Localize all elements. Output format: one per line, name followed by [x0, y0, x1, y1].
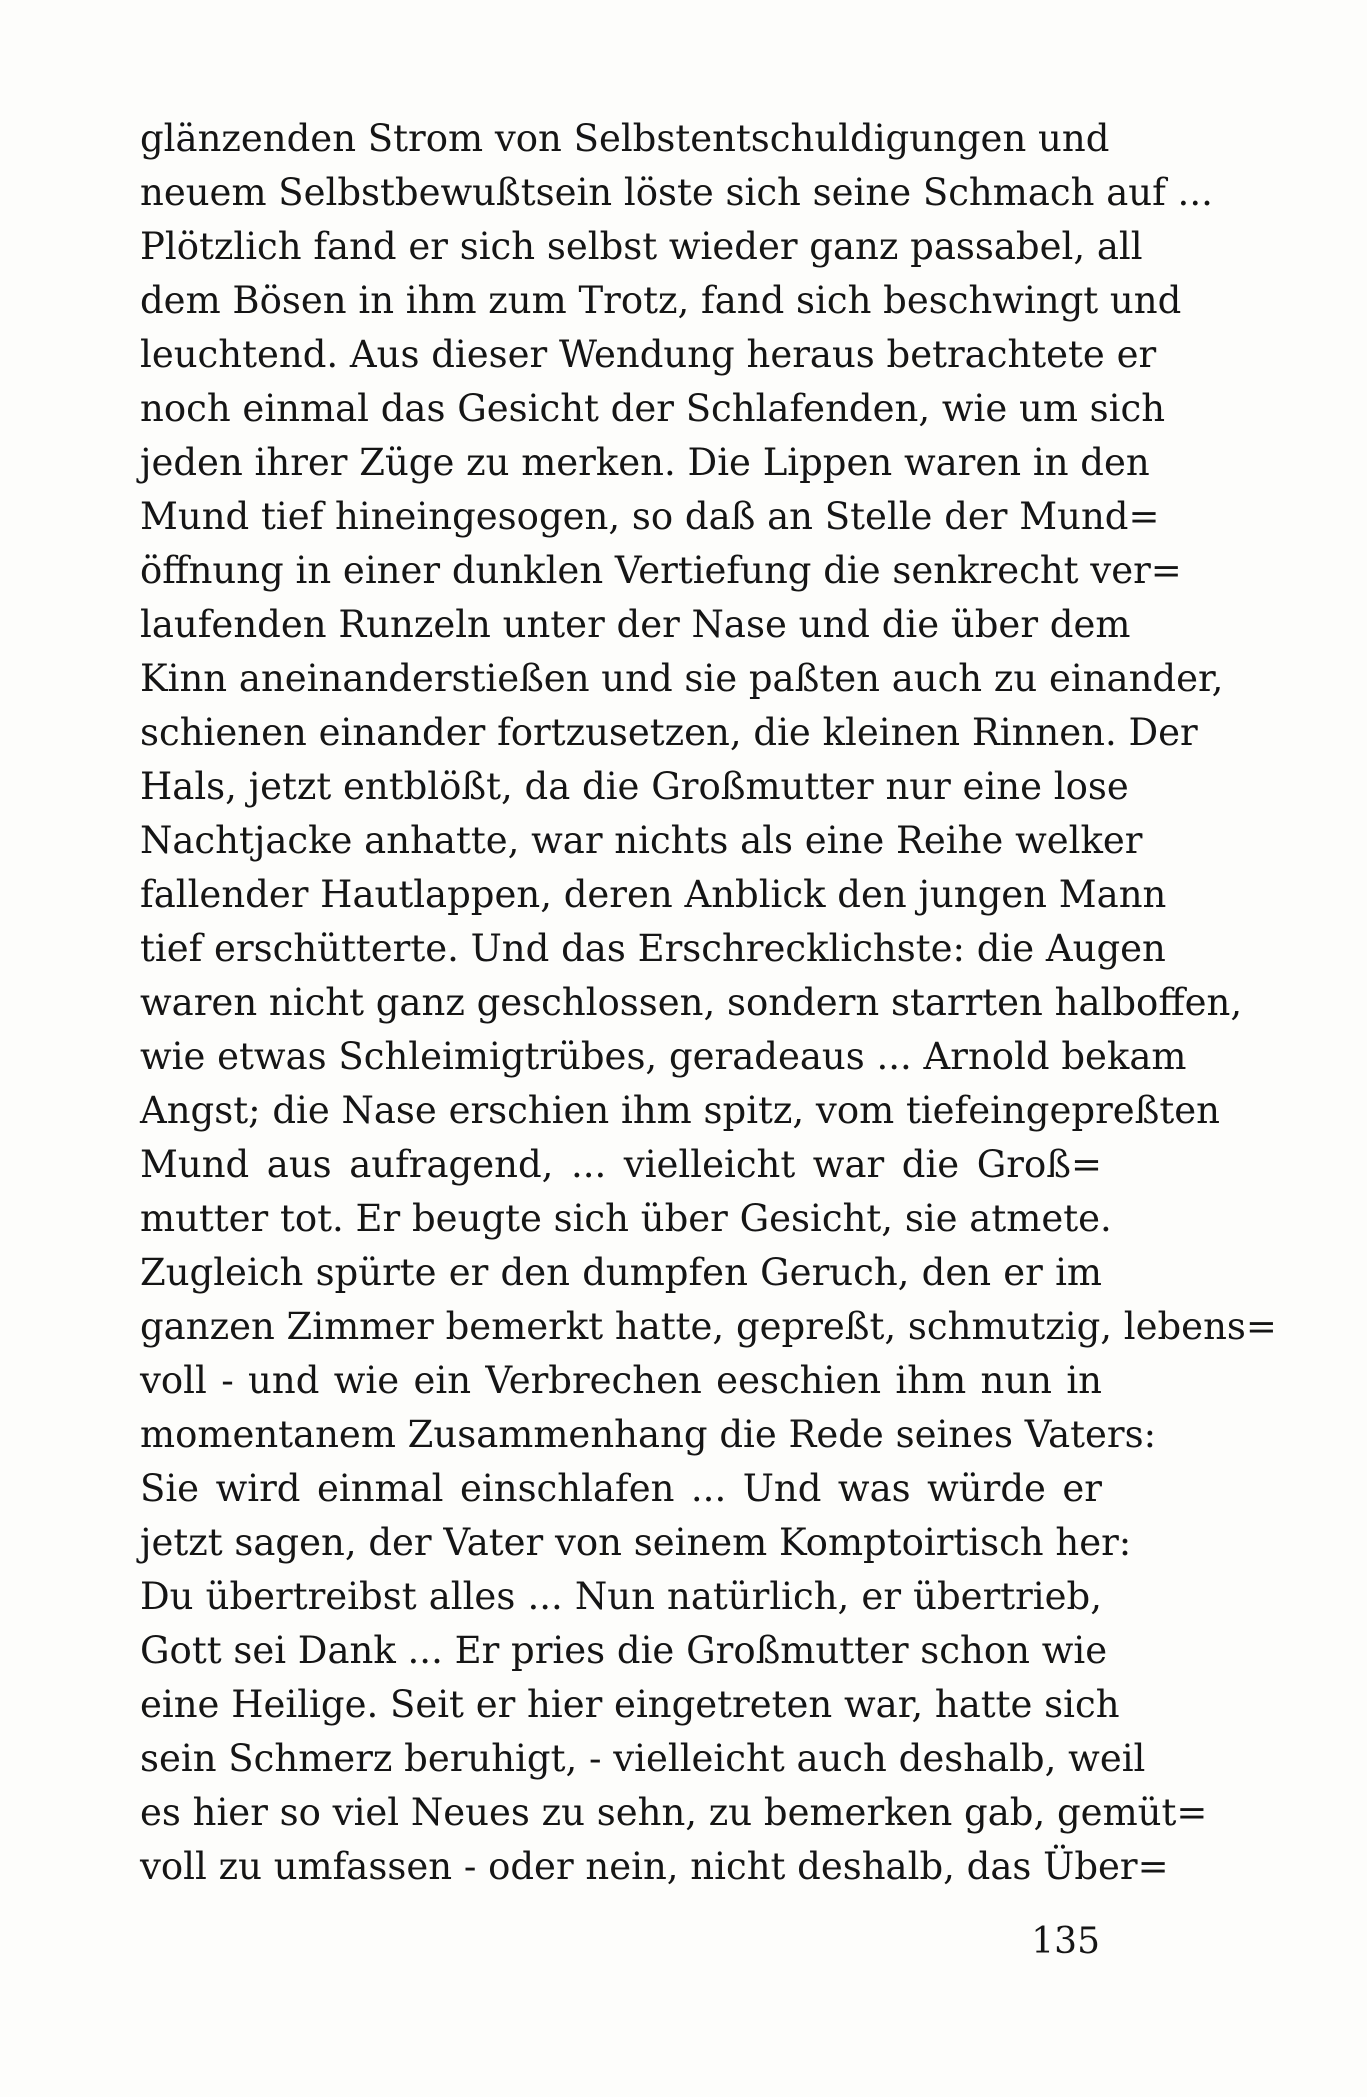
- text-line: Angst; die Nase erschien ihm spitz, vom tiefeingepreßten: [140, 1089, 1220, 1132]
- text-line: öffnung in einer dunklen Vertiefung die senkrecht ver=: [140, 549, 1182, 592]
- text-line: Zugleich spürte er den dumpfen Geruch, den er im: [140, 1251, 1102, 1294]
- text-line: sein Schmerz beruhigt, - vielleicht auch deshalb, weil: [140, 1737, 1146, 1780]
- text-line: Sie wird einmal einschlafen ... Und was würde er: [140, 1467, 1102, 1510]
- text-line: Mund aus aufragend, ... vielleicht war die Groß=: [140, 1143, 1102, 1186]
- text-line: tief erschütterte. Und das Erschrecklichste: die Augen: [140, 927, 1166, 970]
- text-line: leuchtend. Aus dieser Wendung heraus betrachtete er: [140, 333, 1157, 376]
- text-line: dem Bösen in ihm zum Trotz, fand sich beschwingt und: [140, 279, 1182, 322]
- body-text: [140, 112, 1277, 1894]
- text-line: voll - und wie ein Verbrechen eeschien ihm nun in: [140, 1359, 1102, 1402]
- text-line: glänzenden Strom von Selbstentschuldigungen und: [140, 117, 1110, 160]
- text-line: mutter tot. Er beugte sich über Gesicht, sie atmete.: [140, 1197, 1112, 1240]
- text-line: noch einmal das Gesicht der Schlafenden, wie um sich: [140, 387, 1166, 430]
- text-line: jetzt sagen, der Vater von seinem Komptoirtisch her:: [140, 1521, 1132, 1564]
- text-line: eine Heilige. Seit er hier eingetreten war, hatte sich: [140, 1683, 1120, 1726]
- text-line: ganzen Zimmer bemerkt hatte, gepreßt, schmutzig, lebens=: [140, 1305, 1277, 1348]
- text-line: Nachtjacke anhatte, war nichts als eine Reihe welker: [140, 819, 1143, 862]
- text-line: neuem Selbstbewußtsein löste sich seine Schmach auf ...: [140, 171, 1213, 214]
- page-number: 135: [1031, 1921, 1100, 1962]
- text-line: momentanem Zusammenhang die Rede seines Vaters:: [140, 1413, 1157, 1456]
- text-line: fallender Hautlappen, deren Anblick den jungen Mann: [140, 873, 1167, 916]
- text-line: schienen einander fortzusetzen, die kleinen Rinnen. Der: [140, 711, 1198, 754]
- text-line: Kinn aneinanderstießen und sie paßten auch zu einander,: [140, 657, 1224, 700]
- text-line: jeden ihrer Züge zu merken. Die Lippen waren in den: [140, 441, 1150, 484]
- text-line: es hier so viel Neues zu sehn, zu bemerken gab, gemüt=: [140, 1791, 1208, 1834]
- text-line: Hals, jetzt entblößt, da die Großmutter nur eine lose: [140, 765, 1129, 808]
- text-line: voll zu umfassen - oder nein, nicht deshalb, das Über=: [140, 1845, 1169, 1888]
- text-line: wie etwas Schleimigtrübes, geradeaus ... Arnold bekam: [140, 1035, 1187, 1078]
- text-line: laufenden Runzeln unter der Nase und die über dem: [140, 603, 1131, 646]
- text-line: waren nicht ganz geschlossen, sondern starrten halboffen,: [140, 981, 1243, 1024]
- text-line: Mund tief hineingesogen, so daß an Stelle der Mund=: [140, 495, 1160, 538]
- text-line: Du übertreibst alles ... Nun natürlich, er übertrieb,: [140, 1575, 1102, 1618]
- text-line: Plötzlich fand er sich selbst wieder ganz passabel, all: [140, 225, 1143, 268]
- text-line: Gott sei Dank ... Er pries die Großmutter schon wie: [140, 1629, 1108, 1672]
